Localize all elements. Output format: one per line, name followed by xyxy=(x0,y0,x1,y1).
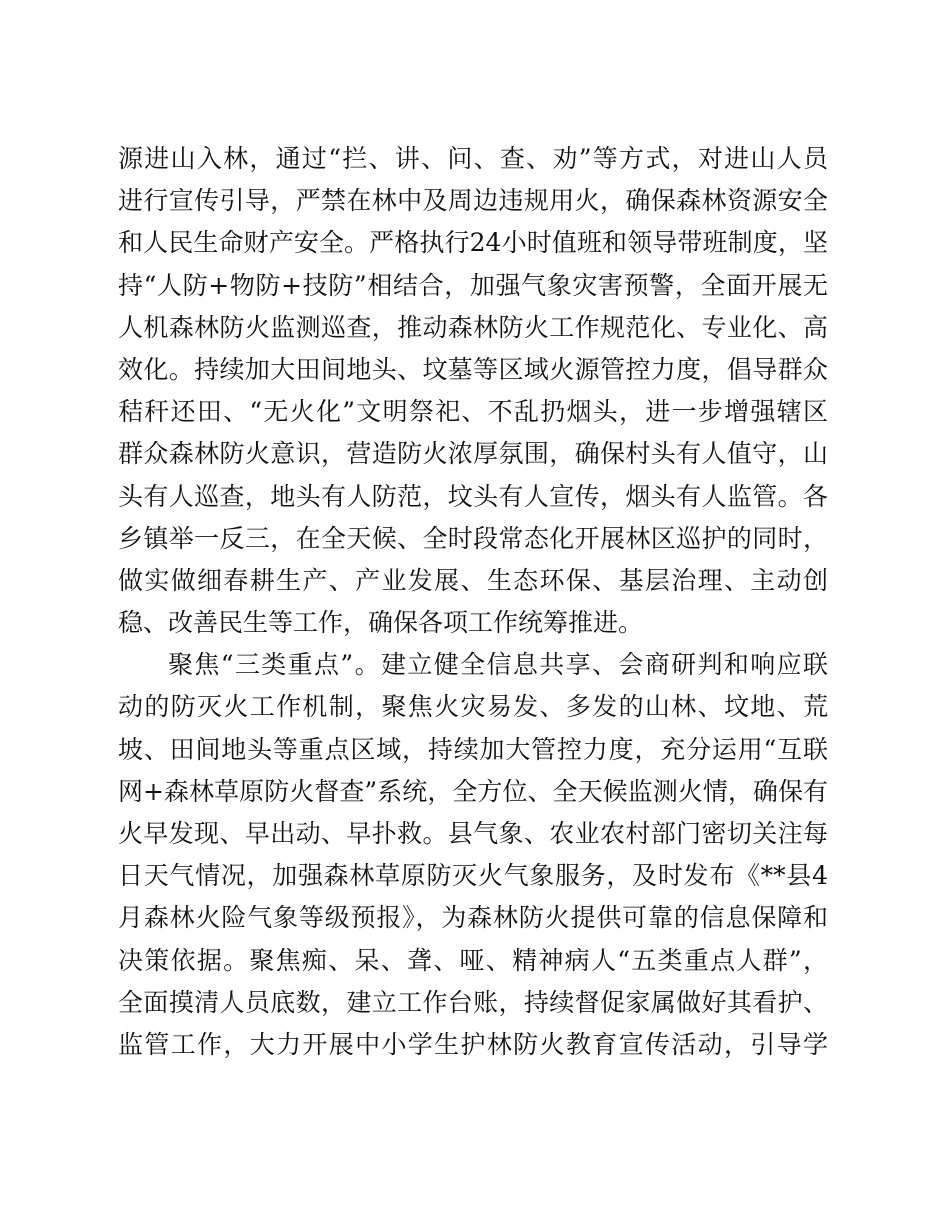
paragraph-line: 效化。持续加大田间地头、坟墓等区域火源管控力度，倡导群众 xyxy=(118,354,828,384)
paragraph-line: 人机森林防火监测巡查，推动森林防火工作规范化、专业化、高 xyxy=(118,312,828,342)
paragraph-line: 和人民生命财产安全。严格执行24小时值班和领导带班制度，坚 xyxy=(118,228,828,258)
paragraph-line: 秸秆还田、“无火化”文明祭祀、不乱扔烟头，进一步增强辖区 xyxy=(118,397,828,427)
paragraph-line: 稳、改善民生等工作，确保各项工作统筹推进。 xyxy=(118,608,644,638)
paragraph-line: 进行宣传引导，严禁在林中及周边违规用火，确保森林资源安全 xyxy=(118,186,828,216)
paragraph-line: 头有人巡查，地头有人防范，坟头有人宣传，烟头有人监管。各 xyxy=(118,481,828,511)
paragraph-line: 全面摸清人员底数，建立工作台账，持续督促家属做好其看护、 xyxy=(118,987,828,1017)
paragraph-line: 坡、田间地头等重点区域，持续加大管控力度，充分运用“互联 xyxy=(118,734,828,764)
paragraph-line: 乡镇举一反三，在全天候、全时段常态化开展林区巡护的同时， xyxy=(118,523,828,553)
paragraph-line: 日天气情况，加强森林草原防灭火气象服务，及时发布《**县4 xyxy=(118,861,828,891)
paragraph-line: 动的防灭火工作机制，聚焦火灾易发、多发的山林、坟地、荒 xyxy=(118,692,828,722)
paragraph-line: 持“人防+物防+技防”相结合，加强气象灾害预警，全面开展无 xyxy=(118,270,828,300)
paragraph-three-key-focus xyxy=(118,644,828,1066)
paragraph-line: 做实做细春耕生产、产业发展、生态环保、基层治理、主动创 xyxy=(118,565,828,595)
paragraph-line: 火早发现、早出动、早扑救。县气象、农业农村部门密切关注每 xyxy=(118,819,828,848)
paragraph-line: 月森林火险气象等级预报》，为森林防火提供可靠的信息保障和 xyxy=(118,903,828,933)
paragraph-line: 聚焦“三类重点”。建立健全信息共享、会商研判和响应联 xyxy=(168,650,828,680)
paragraph-line: 源进山入林，通过“拦、讲、问、查、劝”等方式，对进山人员 xyxy=(118,144,828,173)
paragraph-line: 群众森林防火意识，营造防火浓厚氛围，确保村头有人值守，山 xyxy=(118,439,828,469)
paragraph-line: 监管工作，大力开展中小学生护林防火教育宣传活动，引导学 xyxy=(118,1029,828,1059)
document-body xyxy=(118,138,828,1066)
paragraph-forest-fire-prevention xyxy=(118,138,828,644)
paragraph-line: 网+森林草原防火督查”系统，全方位、全天候监测火情，确保有 xyxy=(118,776,828,806)
paragraph-line: 决策依据。聚焦痴、呆、聋、哑、精神病人“五类重点人群”， xyxy=(118,945,828,975)
